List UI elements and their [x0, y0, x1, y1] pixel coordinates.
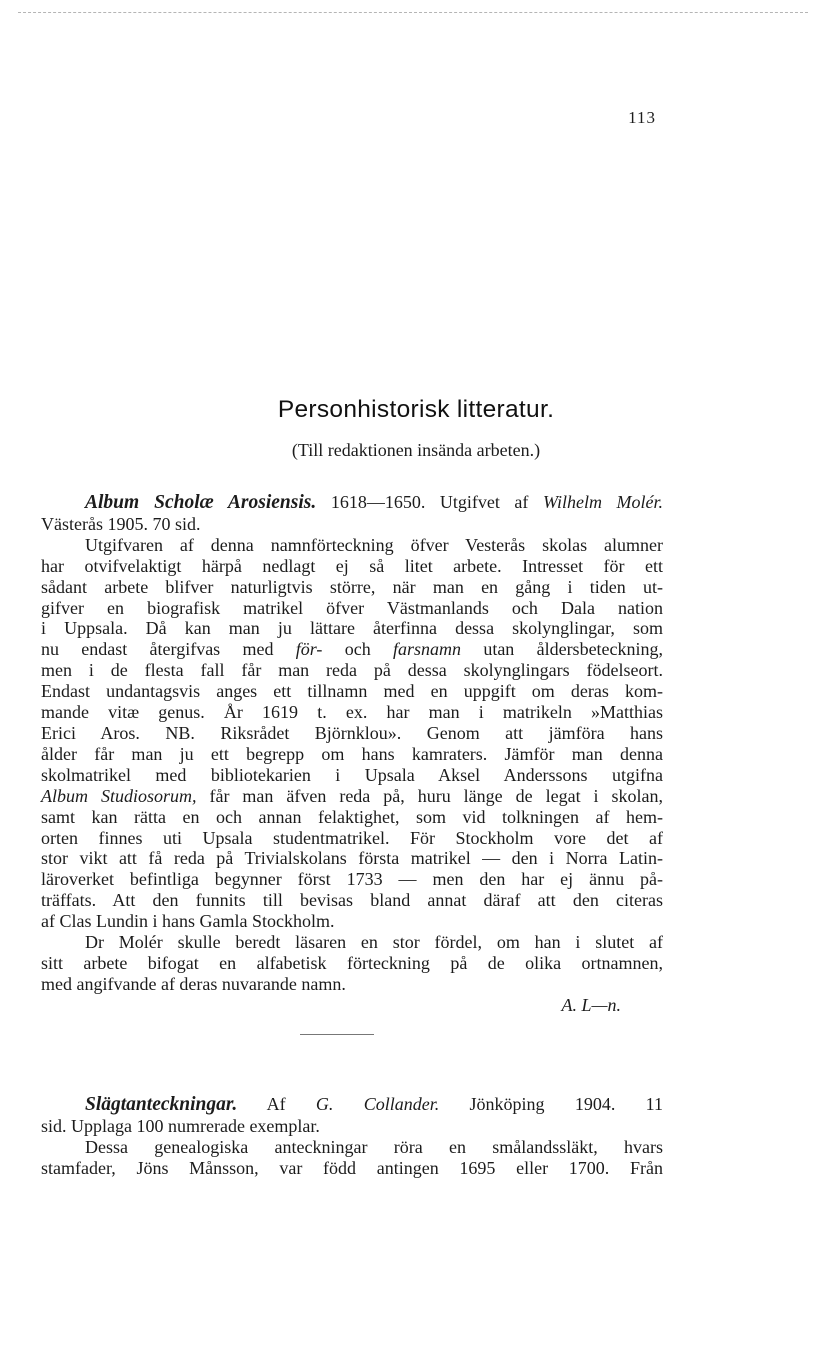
- review-album-scholae: [41, 492, 663, 1016]
- text-line: mande vitæ genus. År 1619 t. ex. har man i matrikeln »Matthias: [41, 702, 663, 723]
- publication-line: Västerås 1905. 70 sid.: [41, 513, 201, 534]
- text-line: med angifvande af deras nuvarande namn.: [41, 973, 346, 994]
- text-line: orten finnes uti Upsala studentmatrikel. För Stockholm vore det af: [41, 827, 663, 848]
- text-line: sitt arbete bifogat en alfabetisk förteckning på de olika ortnamnen,: [41, 952, 663, 973]
- text-line: sådant arbete blifver naturligtvis större, när man en gång i tiden ut-: [41, 576, 663, 597]
- text-line: stor vikt att få reda på Trivialskolans första matrikel — den i Norra Latin-: [41, 848, 663, 869]
- book-title: Album Scholæ Arosiensis.: [85, 492, 317, 513]
- book-author: Wilhelm Molér.: [542, 492, 664, 512]
- signature: A. L—n.: [561, 994, 621, 1015]
- text-line: träffats. Att den funnits till bevisas bland annat däraf att den citeras: [41, 890, 663, 911]
- text-line: ålder får man ju ett begrepp om hans kamraters. Jämför man denna: [41, 743, 663, 764]
- section-heading: Personhistorisk litteratur.: [277, 396, 555, 423]
- text-line: i Uppsala. Då kan man ju lättare återfinna dessa skolynglingar, som: [41, 618, 663, 639]
- text-line: läroverket befintliga begynner först 1733 — men den har ej ännu på-: [41, 869, 663, 890]
- text-line: skolmatrikel med bibliotekarien i Upsala Aksel Anderssons utgifna: [41, 764, 663, 785]
- text-line: af Clas Lundin i hans Gamla Stockholm.: [41, 911, 335, 932]
- text-line: nu endast återgifvas med för- och farsnamn utan åldersbeteckning,: [41, 639, 664, 660]
- section-divider: [300, 1034, 374, 1035]
- text-line: men i de flesta fall får man reda på dessa skolynglingars födelseort.: [41, 660, 663, 681]
- text-line: Dr Molér skulle beredt läsaren en stor fördel, om han i slutet af: [85, 932, 663, 953]
- book-title: Slägtanteckningar.: [85, 1094, 238, 1115]
- text-line: har otvifvelaktigt härpå nedlagt ej så litet arbete. Intresset för ett: [41, 555, 663, 576]
- text-line: stamfader, Jöns Månsson, var född antingen 1695 eller 1700. Från: [41, 1157, 663, 1178]
- review-header-line: Slägtanteckningar. Af G. Collander. Jönköping 1904. 11: [41, 1094, 663, 1116]
- top-rule: [18, 12, 808, 13]
- text-line: Album Studiosorum, får man äfven reda på, huru länge de legat i skolan,: [41, 785, 664, 806]
- text-line: samt kan rätta en och annan felaktighet, som vid tolkningen af hem-: [41, 806, 663, 827]
- page-number: 113: [628, 108, 656, 127]
- section-subheading: (Till redaktionen insända arbeten.): [291, 440, 541, 460]
- text-line: Utgifvaren af denna namnförteckning öfver Vesterås skolas alumner: [85, 534, 663, 555]
- review-header-line: Album Scholæ Arosiensis. 1618—1650. Utgifvet af Wilhelm Molér.: [41, 492, 663, 514]
- text-line: Endast undantagsvis anges ett tillnamn med en uppgift om deras kom-: [41, 681, 663, 702]
- text-line: Dessa genealogiska anteckningar röra en smålandssläkt, hvars: [85, 1136, 663, 1157]
- publication-line: sid. Upplaga 100 numrerade exemplar.: [41, 1115, 320, 1136]
- text-line: Erici Aros. NB. Riksrådet Björnklou». Genom att jämföra hans: [41, 722, 663, 743]
- book-author: G. Collander.: [315, 1094, 440, 1114]
- text-line: gifver en biografisk matrikel öfver Västmanlands och Dala nation: [41, 597, 663, 618]
- review-slagtanteckningar: [41, 1094, 663, 1179]
